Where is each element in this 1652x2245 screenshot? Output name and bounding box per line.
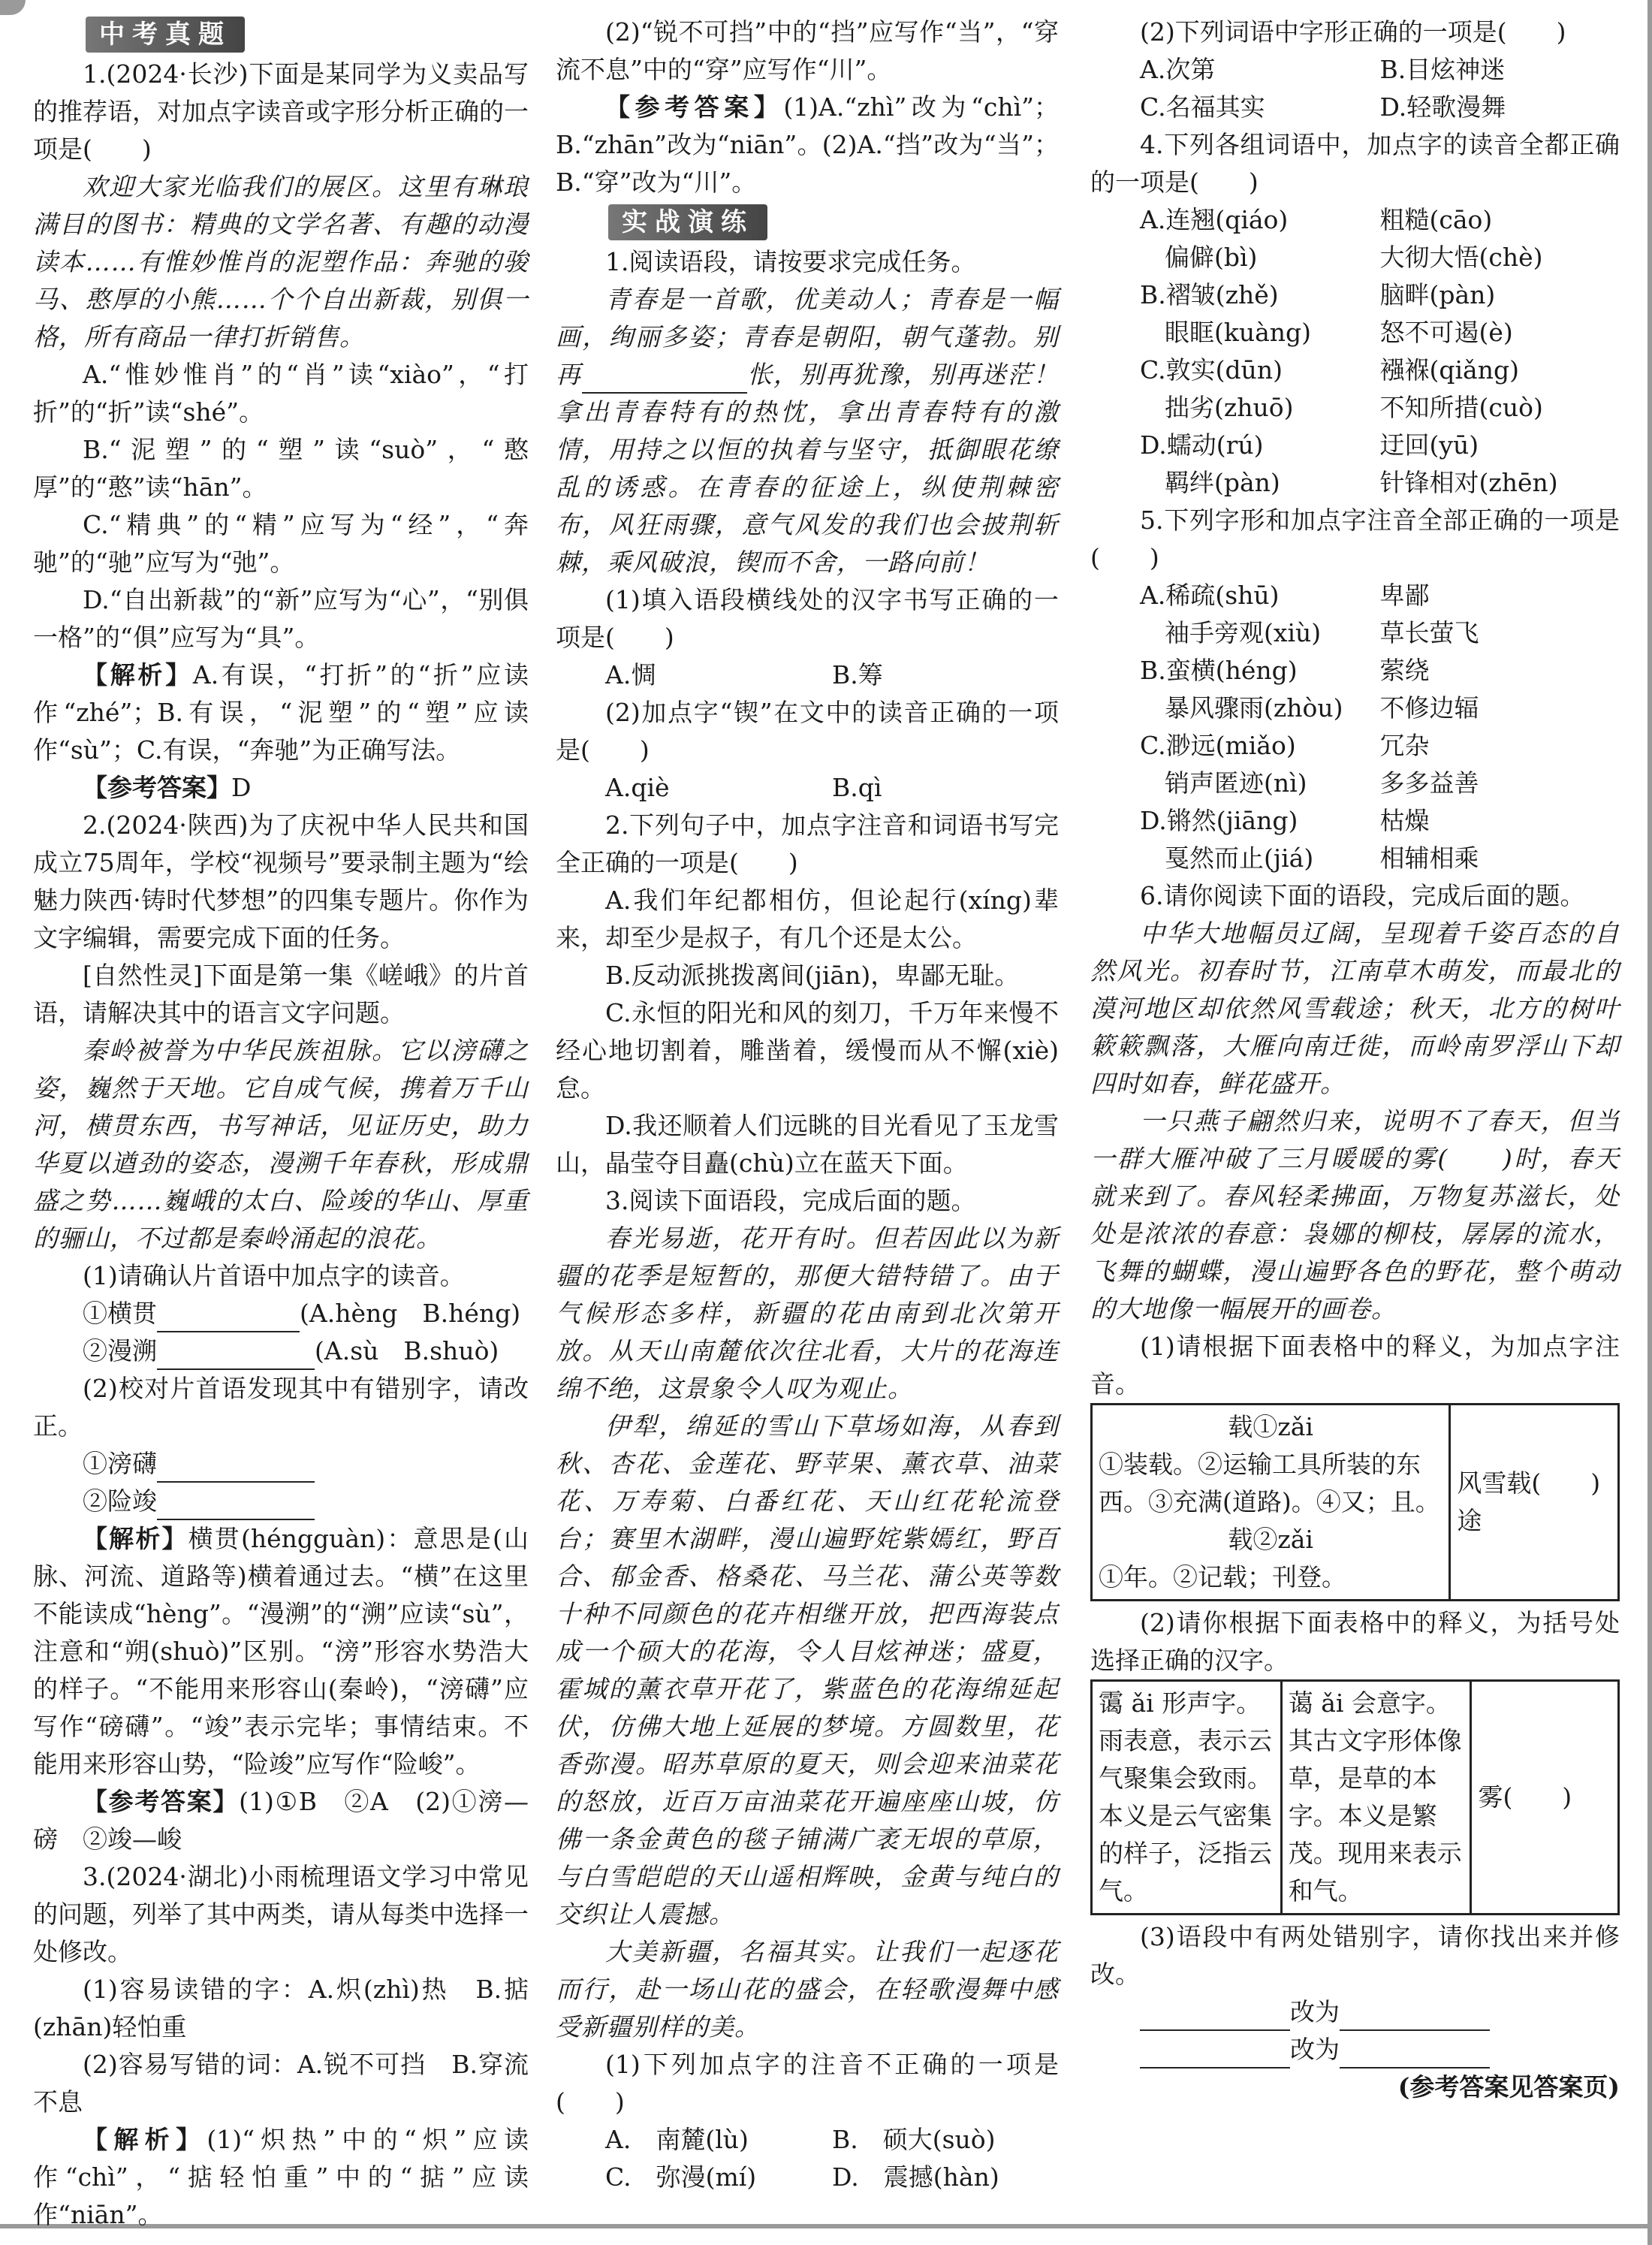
- q6-passage-2: [1090, 1103, 1620, 1328]
- page-edge-bar: [1647, 0, 1652, 2245]
- table-cell-def-a: 霭 ǎi 形声字。雨表意，表示云气聚集会致雨。本义是云气密集的样子，泛指云气。: [1092, 1681, 1282, 1915]
- answer-text: (1)A.“zhì”改为“chì”；B.“zhān”改为“niān”。(2)A.“挡”改为“当”；B.“穿”改为“川”。: [556, 92, 1059, 197]
- option-item: 相辅相乘: [1379, 843, 1479, 873]
- analysis-label: 【解析】: [83, 2125, 207, 2154]
- item-word: ②险竣: [83, 1486, 157, 1516]
- option-item: 卑鄙: [1379, 581, 1430, 610]
- option-item: 戛然而止(jiá): [1165, 843, 1314, 873]
- q2-sub1b: [33, 1332, 529, 1370]
- q6-sub3: (3)语段中有两处错别字，请你找出来并修改。: [1090, 1922, 1620, 1989]
- option-item: A.连翘(qiáo): [1140, 205, 1289, 234]
- q2-sub1a: [33, 1295, 529, 1332]
- section-header-exam: 中考真题: [86, 17, 245, 53]
- correction-line-2: [1090, 2031, 1620, 2068]
- q3-analysis-cont: (2)“锐不可挡”中的“挡”应写作“当”，“穿流不息”中的“穿”应写作“川”。: [556, 17, 1059, 84]
- column-2: [556, 14, 1059, 2196]
- fill-blank[interactable]: [582, 365, 747, 394]
- answer-label: 【参考答案】: [83, 1787, 240, 1816]
- analysis-label: 【解析】: [83, 660, 193, 689]
- q2-stem: 2.(2024·陕西)为了庆祝中华人民共和国成立75周年，学校“视频号”要录制主题为“绘魅力陕西·铸时代梦想”的四集专题片。你作为文字编辑，需要完成下面的任务。: [33, 810, 529, 952]
- option-a: A.次第: [1140, 55, 1216, 84]
- option-a: A.惆: [605, 660, 656, 689]
- answer-blank[interactable]: [157, 1304, 300, 1332]
- q3-sub1: (1)容易读错的字：A.炽(zhì)热 B.掂(zhān)轻怕重: [33, 1975, 529, 2041]
- entry-definition: ①装载。②运输工具所装的东西。③充满(道路)。④又；且。: [1099, 1450, 1440, 1516]
- option-item: 草长萤飞: [1379, 618, 1479, 647]
- q2-sub2a: [33, 1445, 529, 1483]
- passage-part: 时，春天就来到了。春风轻柔拂面，万物复苏滋长，处处是浓浓的春意：袅娜的柳枝，孱孱的流水，飞舞的蝴蝶，漫山遍野各色的野花，整个萌动的大地像一幅展开的画卷。: [1090, 1144, 1620, 1323]
- p3-sub2-options: [1090, 51, 1620, 126]
- analysis-text: 横贯(héngguàn)：意思是(山脉、河流、道路等)横着通过去。“横”在这里不能读成“hèng”。“漫溯”的“溯”应读“sù”，注意和“朔(shuò)”区别。“滂”形容水势浩大的样子。“不能用来形容山(秦岭)，“滂礴”应写作“磅礴”。“竣”表示完毕；事情结束。不能用来形容山势，“险竣”应写作“险峻”。: [33, 1524, 529, 1779]
- analysis-label: 【解析】: [83, 1524, 188, 1553]
- item-word: ②漫溯: [83, 1336, 157, 1365]
- q6-sub1: (1)请根据下面表格中的释义，为加点字注音。: [1090, 1332, 1620, 1399]
- table-cell-answer[interactable]: 雾( ): [1471, 1681, 1619, 1915]
- p2-option-c: C.永恒的阳光和风的刻刀，千万年来慢不经心地切割着，雕凿着，缓慢而从不懈(xiè)怠。: [556, 998, 1059, 1103]
- option-item: 羁绊(pàn): [1165, 468, 1280, 497]
- option-item: 多多益善: [1379, 768, 1479, 798]
- answer-blank[interactable]: [1140, 2002, 1290, 2031]
- option-item: 偏僻(bì): [1165, 243, 1258, 272]
- answer-reference-note: (参考答案见答案页): [1397, 2072, 1620, 2102]
- q1-option-b: B.“泥塑”的“塑”读“suò”，“憨厚”的“憨”读“hān”。: [33, 435, 529, 502]
- definition-table-2: [1090, 1679, 1620, 1915]
- entry-definition: ①年。②记载；刊登。: [1099, 1562, 1346, 1592]
- option-item: 销声匿迹(nì): [1165, 768, 1307, 798]
- p2-option-a: A.我们年纪都相仿，但论起行(xíng)辈来，却至少是叔子，有几个还是太公。: [556, 886, 1059, 952]
- q1-answer: [33, 769, 529, 807]
- option-item: D.蠕动(rú): [1140, 430, 1264, 460]
- q1-option-a: A.“惟妙惟肖”的“肖”读“xiào”，“打折”的“折”读“shé”。: [33, 360, 529, 427]
- p2-option-b: B.反动派挑拨离间(jiān)，卑鄙无耻。: [605, 961, 1020, 990]
- column-1: [33, 14, 529, 2234]
- correction-line-1: [1090, 1993, 1620, 2031]
- p1-sub1: (1)填入语段横线处的汉字书写正确的一项是( ): [556, 585, 1059, 652]
- answer-blank[interactable]: [1340, 2040, 1490, 2068]
- option-item: 冗杂: [1379, 731, 1430, 760]
- p2-option-d: D.我还顺着人们远眺的目光看见了玉龙雪山，晶莹夺目矗(chù)立在蓝天下面。: [556, 1111, 1059, 1178]
- option-item: C.敦实(dūn): [1140, 355, 1283, 385]
- table-cell-word[interactable]: 风雪载( )途: [1450, 1405, 1619, 1601]
- answer-label: 【参考答案】: [605, 92, 784, 122]
- answer-text: (1)①B ②A (2)①滂—磅 ②竣—峻: [33, 1787, 529, 1854]
- column-3: [1090, 14, 1620, 2106]
- q6-sub2: (2)请你根据下面表格中的释义，为括号处选择正确的汉字。: [1090, 1608, 1620, 1675]
- option-item: 萦绕: [1379, 656, 1430, 685]
- option-item: B.褶皱(zhě): [1140, 280, 1279, 309]
- option-item: 不修边辐: [1379, 693, 1479, 723]
- q2-passage: 秦岭被誉为中华民族祖脉。它以滂礴之姿，巍然于天地。它自成气候，携着万千山河，横贯东西，书写神话，见证历史，助力华夏以遒劲的姿态，漫溯千年春秋，形成鼎盛之势……巍峨的太白、险竣的华山、厚重的骊山，不过都是秦岭涌起的浪花。: [33, 1036, 529, 1253]
- p1-passage: [556, 281, 1059, 581]
- q3-answer: [556, 89, 1059, 201]
- option-item: 针锋相对(zhēn): [1379, 468, 1558, 497]
- q2-sub2: (2)校对片首语发现其中有错别字，请改正。: [33, 1374, 529, 1441]
- answer-blank[interactable]: [1140, 2040, 1290, 2068]
- q2-answer: [33, 1783, 529, 1858]
- q4-options: [1090, 201, 1620, 502]
- p1-stem: 1.阅读语段，请按要求完成任务。: [605, 247, 976, 276]
- q3-analysis: [33, 2121, 529, 2234]
- table-cell-def-b: 蔼 ǎi 会意字。其古文字形体像草，是草的本字。本义是繁茂。现用来表示和气。: [1281, 1681, 1471, 1915]
- entry-head: 载①zǎi: [1228, 1412, 1313, 1441]
- p1-sub2: (2)加点字“锲”在文中的读音正确的一项是( ): [556, 698, 1059, 765]
- q6-passage-1: 中华大地幅员辽阔，呈现着千姿百态的自然风光。初春时节，江南草木萌发，而最北的漠河地区却依然风雪载途；秋天，北方的树叶簌簌飘落，大雁向南迁徙，而岭南罗浮山下却四时如春，鲜花盛开。: [1090, 919, 1620, 1098]
- q5-stem: 5.下列字形和加点字注音全部正确的一项是( ): [1090, 505, 1620, 572]
- q2-task: [自然性灵]下面是第一集《嵯峨》的片首语，请解决其中的语言文字问题。: [33, 961, 529, 1027]
- answer-blank[interactable]: [157, 1341, 315, 1370]
- corner-mark: [0, 0, 26, 15]
- item-word: ①横贯: [83, 1299, 157, 1328]
- option-item: 迂回(yū): [1379, 430, 1479, 460]
- option-item: 怒不可遏(è): [1379, 318, 1513, 347]
- option-a: A.qiè: [605, 773, 670, 802]
- entry-head: 载②zǎi: [1228, 1525, 1313, 1554]
- q6-stem: 6.请你阅读下面的语段，完成后面的题。: [1140, 881, 1585, 910]
- q1-passage: 欢迎大家光临我们的展区。这里有琳琅满目的图书：精典的文学名著、有趣的动漫读本……有惟妙惟肖的泥塑作品：奔驰的骏马、憨厚的小熊……个个自出新裁，别俱一格，所有商品一律打折销售。: [33, 172, 529, 352]
- option-item: A.稀疏(shū): [1140, 581, 1280, 610]
- analysis-text: (1)“炽热”中的“炽”应读作“chì”，“掂轻怕重”中的“掂”应读作“niān”。: [33, 2125, 529, 2229]
- option-item: 大彻大悟(chè): [1379, 243, 1543, 272]
- p1-sub1-options: [556, 656, 1059, 694]
- p3-passage-3: 大美新疆，名福其实。让我们一起逐花而行，赴一场山花的盛会，在轻歌漫舞中感受新疆别样的美。: [556, 1937, 1059, 2041]
- p3-sub1: (1)下列加点字的注音不正确的一项是( ): [556, 2050, 1059, 2117]
- option-item: C.渺远(miǎo): [1140, 731, 1296, 760]
- answer-blank[interactable]: [157, 1454, 315, 1483]
- q2-analysis: [33, 1520, 529, 1783]
- option-b: B.qì: [832, 773, 882, 802]
- option-item: 枯燥: [1379, 806, 1430, 835]
- option-item: 襁褓(qiǎng): [1379, 355, 1519, 385]
- option-item: 粗糙(cāo): [1379, 205, 1493, 234]
- q5-options: [1090, 577, 1620, 877]
- q1-option-c: C.“精典”的“精”应写为“经”，“奔驰”的“驰”应写为“弛”。: [33, 510, 529, 577]
- option-d: D. 震撼(hàn): [832, 2162, 999, 2192]
- p2-stem: 2.下列句子中，加点字注音和词语书写完全正确的一项是( ): [556, 810, 1059, 877]
- answer-text: D: [231, 773, 252, 802]
- option-d: D.轻歌漫舞: [1379, 92, 1506, 122]
- p3-stem: 3.阅读下面语段，完成后面的题。: [605, 1186, 976, 1215]
- passage-part: 怅，别再犹豫，别再迷茫！拿出青春特有的热忱，拿出青春特有的激情，用持之以恒的执着与坚守，抵御眼花缭乱的诱惑。在青春的征途上，纵使荆棘密布，风狂雨骤，意气风发的我们也会披荆斩棘，乘风破浪，锲而不舍，一路向前！: [556, 360, 1060, 577]
- definition-table-1: [1090, 1403, 1620, 1601]
- passage-part: 一只燕子翩然归来，说明不了春天，但当一群大雁冲破了三月暖暖的雾( ): [1090, 1106, 1620, 1173]
- option-item: 脑畔(pàn): [1379, 280, 1496, 309]
- q1-option-d: D.“自出新裁”的“新”应写为“心”，“别俱一格”的“俱”应写为“具”。: [33, 585, 529, 652]
- q3-stem: 3.(2024·湖北)小雨梳理语文学习中常见的问题，列举了其中两类，请从每类中选择一处修改。: [33, 1862, 529, 1966]
- option-c: C. 弥漫(mí): [605, 2162, 757, 2192]
- option-b: B.目炫神迷: [1379, 55, 1506, 84]
- analysis-text: A.有误，“打折”的“折”应读作“zhé”；B.有误，“泥塑”的“塑”应读作“sù”；C.有误，“奔驰”为正确写法。: [33, 660, 529, 765]
- passage-part: 青春是一首歌，优美动人；青春是一幅画，绚丽多姿；青春是朝阳，朝气蓬勃。别再: [556, 285, 1059, 389]
- q3-sub2: (2)容易写错的词：A.锐不可挡 B.穿流不息: [33, 2050, 529, 2117]
- option-item: 拙劣(zhuō): [1165, 393, 1294, 422]
- option-item: B.蛮横(héng): [1140, 656, 1298, 685]
- answer-blank[interactable]: [157, 1492, 315, 1520]
- q2-sub2b: [33, 1483, 529, 1520]
- answer-blank[interactable]: [1340, 2002, 1490, 2031]
- p3-passage-1: 春光易逝，花开有时。但若因此以为新疆的花季是短暂的，那便大错特错了。由于气候形态多样，新疆的花由南到北次第开放。从天山南麓依次往北看，大片的花海连绵不绝，这景象令人叹为观止。: [556, 1224, 1059, 1403]
- option-a: A. 南麓(lù): [605, 2125, 749, 2154]
- item-options: (A.sù B.shuò): [315, 1336, 499, 1365]
- p3-passage-2: 伊犁，绵延的雪山下草场如海，从春到秋、杏花、金莲花、野苹果、薰衣草、油菜花、万寿菊、白番红花、天山红花轮流登台；赛里木湖畔，漫山遍野姹紫嫣红，野百合、郁金香、格桑花、马兰花、蒲公英等数十种不同颜色的花卉相继开放，把西海装点成一个硕大的花海，令人目炫神迷；盛夏，霍城的薰衣草开花了，紫蓝色的花海绵延起伏，仿佛大地上延展的梦境。方圆数里，花香弥漫。昭苏草原的夏天，则会迎来油菜花的怒放，近百万亩油菜花开遍座座山坡，仿佛一条金黄色的毯子铺满广袤无垠的草原，与白雪皑皑的天山遥相辉映，金黄与纯白的交织让人震撼。: [556, 1411, 1059, 1929]
- p3-sub1-options: [556, 2121, 1059, 2196]
- q4-stem: 4.下列各组词语中，加点字的读音全都正确的一项是( ): [1090, 130, 1620, 197]
- q1-analysis: [33, 656, 529, 769]
- answer-label: 【参考答案】: [83, 773, 231, 802]
- option-b: B.筹: [832, 660, 883, 689]
- section-header-practice: 实战演练: [608, 204, 767, 240]
- option-c: C.名福其实: [1140, 92, 1265, 122]
- change-label: 改为: [1290, 1997, 1340, 2026]
- option-item: 眼眶(kuàng): [1165, 318, 1312, 347]
- item-word: ①滂礴: [83, 1449, 157, 1478]
- change-label: 改为: [1290, 2035, 1340, 2064]
- p1-sub2-options: [556, 769, 1059, 807]
- item-options: (A.hèng B.héng): [300, 1299, 521, 1328]
- q1-stem: 1.(2024·长沙)下面是某同学为义卖品写的推荐语，对加点字读音或字形分析正确的一项是( ): [33, 59, 529, 164]
- option-item: 不知所措(cuò): [1379, 393, 1543, 422]
- table-cell-definitions: [1092, 1405, 1450, 1601]
- option-item: 暴风骤雨(zhòu): [1165, 693, 1343, 723]
- option-item: D.锵然(jiāng): [1140, 806, 1298, 835]
- p3-sub2: (2)下列词语中字形正确的一项是( ): [1140, 17, 1566, 47]
- q2-sub1: (1)请确认片首语中加点字的读音。: [83, 1261, 465, 1290]
- option-b: B. 硕大(suò): [832, 2125, 996, 2154]
- option-item: 袖手旁观(xiù): [1165, 618, 1322, 647]
